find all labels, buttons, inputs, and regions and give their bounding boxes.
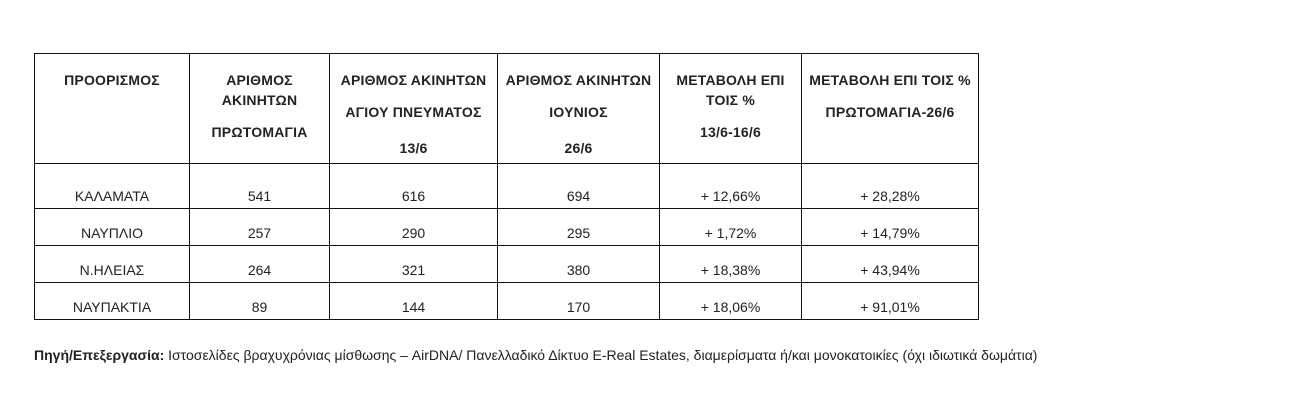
header-line: ΑΡΙΘΜΟΣ ΑΚΙΝΗΤΩΝ: [340, 72, 487, 88]
cell-change: + 18,06%: [660, 283, 802, 320]
cell-change: + 18,38%: [660, 246, 802, 283]
cell-value: 170: [498, 283, 660, 320]
cell-change: + 43,94%: [802, 246, 979, 283]
header-line: ΑΡΙΘΜΟΣ ΑΚΙΝΗΤΩΝ: [505, 72, 652, 88]
header-subline: ΠΡΩΤΟΜΑΓΙΑ-26/6: [825, 104, 955, 120]
header-count-june: [498, 54, 660, 164]
source-label: Πηγή/Επεξεργασία:: [34, 347, 165, 363]
header-count-may: [190, 54, 330, 164]
cell-value: 144: [330, 283, 498, 320]
cell-destination: Ν.ΗΛΕΙΑΣ: [35, 246, 190, 283]
header-subline: ΑΓΙΟΥ ΠΝΕΥΜΑΤΟΣ: [345, 104, 482, 120]
cell-change: + 91,01%: [802, 283, 979, 320]
table-header-row: [35, 54, 979, 164]
header-count-pentecost: [330, 54, 498, 164]
cell-destination: ΝΑΥΠΑΚΤΙΑ: [35, 283, 190, 320]
table-row: [35, 209, 979, 246]
cell-value: 89: [190, 283, 330, 320]
header-change-may-june: [802, 54, 979, 164]
header-line: ΜΕΤΑΒΟΛΗ ΕΠΙ ΤΟΙΣ %: [676, 72, 785, 108]
table-row: [35, 246, 979, 283]
header-date: 13/6: [399, 140, 428, 156]
cell-value: 541: [190, 164, 330, 209]
source-text: Ιστοσελίδες βραχυχρόνιας μίσθωσης – AirDNA/ Πανελλαδικό Δίκτυο E-Real Estates, διαμερίσματα ή/και μονοκατοικίες (όχι ιδιωτικά δωμάτια): [164, 347, 1038, 363]
cell-destination: ΚΑΛΑΜΑΤΑ: [35, 164, 190, 209]
cell-value: 290: [330, 209, 498, 246]
header-change-pentecost: [660, 54, 802, 164]
header-line: ΜΕΤΑΒΟΛΗ ΕΠΙ ΤΟΙΣ %: [809, 72, 971, 88]
cell-value: 264: [190, 246, 330, 283]
properties-table: [34, 53, 979, 320]
cell-value: 380: [498, 246, 660, 283]
header-subline: ΠΡΩΤΟΜΑΓΙΑ: [211, 124, 308, 140]
header-destination: [35, 54, 190, 164]
header-date: 26/6: [564, 140, 593, 156]
cell-value: 616: [330, 164, 498, 209]
cell-value: 295: [498, 209, 660, 246]
cell-change: + 1,72%: [660, 209, 802, 246]
cell-value: 694: [498, 164, 660, 209]
cell-value: 321: [330, 246, 498, 283]
header-line: ΑΡΙΘΜΟΣ ΑΚΙΝΗΤΩΝ: [221, 72, 298, 108]
cell-change: + 12,66%: [660, 164, 802, 209]
source-note: [34, 347, 1037, 363]
table-row: [35, 283, 979, 320]
header-line: ΠΡΟΟΡΙΣΜΟΣ: [64, 72, 160, 88]
cell-change: + 14,79%: [802, 209, 979, 246]
table-row: [35, 164, 979, 209]
cell-destination: ΝΑΥΠΛΙΟ: [35, 209, 190, 246]
cell-value: 257: [190, 209, 330, 246]
header-subline: ΙΟΥΝΙΟΣ: [549, 104, 608, 120]
header-subline: 13/6-16/6: [700, 124, 761, 140]
cell-change: + 28,28%: [802, 164, 979, 209]
